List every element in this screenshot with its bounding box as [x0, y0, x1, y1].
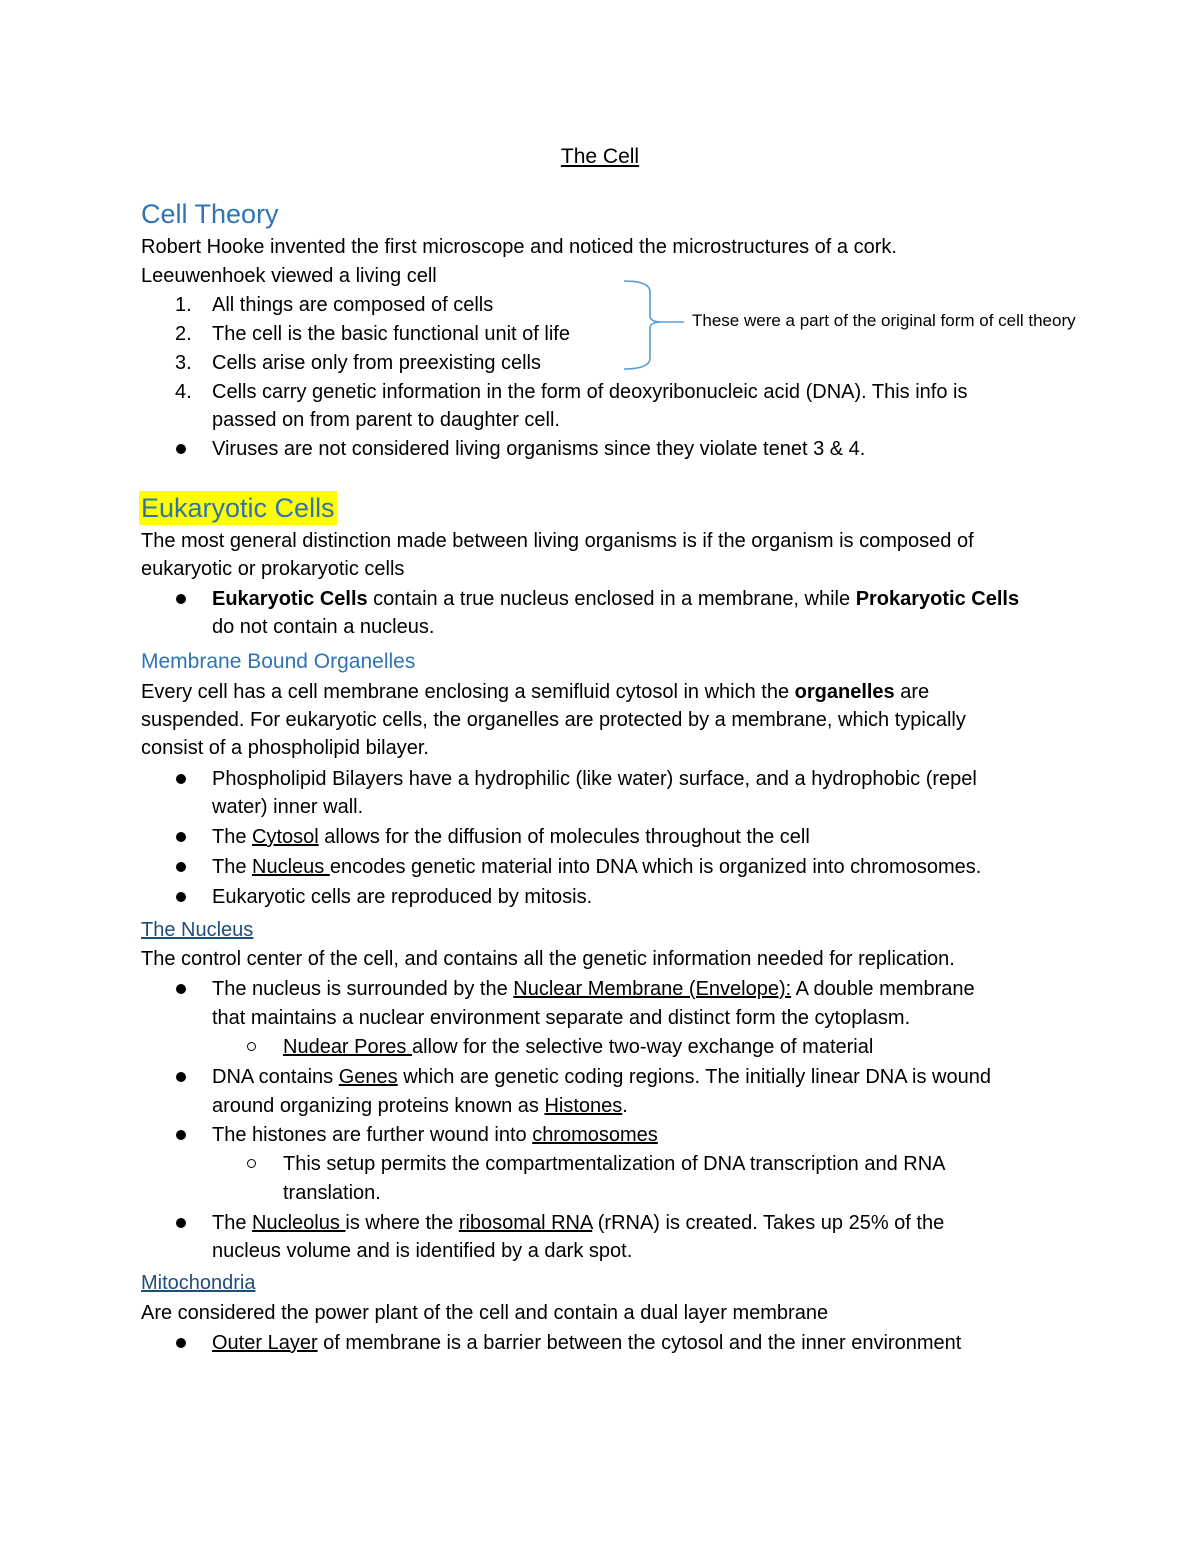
bullet-icon	[176, 1338, 186, 1348]
annotation-note: These were a part of the original form of cell theory	[692, 311, 1076, 330]
paragraph: suspended. For eukaryotic cells, the organelles are protected by a membrane, which typically	[141, 709, 966, 731]
heading-mitochondria: Mitochondria	[141, 1272, 256, 1294]
bullet-icon	[176, 1072, 186, 1082]
text: allow for the selective two-way exchange of material	[411, 1036, 874, 1058]
list-number: 3.	[175, 352, 192, 374]
text: contain a true nucleus enclosed in a membrane, while	[367, 588, 856, 610]
sub-bullet-icon	[247, 1159, 256, 1168]
list-number: 2.	[175, 323, 192, 345]
list-item: Viruses are not considered living organisms since they violate tenet 3 & 4.	[212, 438, 866, 460]
paragraph: Are considered the power plant of the cell and contain a dual layer membrane	[141, 1302, 829, 1324]
paragraph	[141, 678, 929, 706]
paragraph: Robert Hooke invented the first microscope and noticed the microstructures of a cork.	[141, 236, 897, 258]
list-item	[212, 1329, 961, 1357]
paragraph: The most general distinction made between living organisms is if the organism is composed of	[141, 530, 974, 552]
sub-list-item-continuation: translation.	[283, 1182, 381, 1204]
bullet-icon	[176, 774, 186, 784]
list-item: All things are composed of cells	[212, 294, 494, 316]
bold-term: Prokaryotic Cells	[855, 588, 1020, 610]
sub-list-item: This setup permits the compartmentalization of DNA transcription and RNA	[283, 1153, 946, 1175]
text: A double membrane	[791, 978, 975, 1000]
bold-term: organelles	[794, 681, 895, 703]
bullet-icon	[176, 832, 186, 842]
sub-bullet-icon	[247, 1042, 256, 1051]
text: encodes genetic material into DNA which is organized into chromosomes.	[329, 856, 982, 878]
text: The histones are further wound into	[212, 1124, 533, 1146]
text: is where the	[345, 1212, 459, 1234]
list-item: Cells carry genetic information in the form of deoxyribonucleic acid (DNA). This info is	[212, 381, 968, 403]
text: which are genetic coding regions. The initially linear DNA is wound	[397, 1066, 991, 1088]
underlined-term: chromosomes	[532, 1124, 658, 1146]
brace-icon	[618, 278, 684, 372]
underlined-term: Genes	[338, 1066, 398, 1088]
list-item-continuation	[212, 1092, 628, 1120]
list-item-continuation: water) inner wall.	[212, 796, 364, 818]
list-number: 4.	[175, 381, 192, 403]
bullet-icon	[176, 862, 186, 872]
bullet-icon	[176, 1130, 186, 1140]
underlined-term: Cytosol	[252, 826, 319, 848]
bold-term: Eukaryotic Cells	[212, 588, 368, 610]
text: DNA contains	[212, 1066, 339, 1088]
list-number: 1.	[175, 294, 192, 316]
paragraph: consist of a phospholipid bilayer.	[141, 737, 429, 759]
list-item	[212, 1121, 658, 1149]
heading-eukaryotic-cells: Eukaryotic Cells	[141, 493, 335, 523]
paragraph: Leeuwenhoek viewed a living cell	[141, 265, 437, 287]
list-item: Phospholipid Bilayers have a hydrophilic (like water) surface, and a hydrophobic (repel	[212, 768, 977, 790]
underlined-term: Nudear Pores	[283, 1036, 412, 1058]
bullet-icon	[176, 1218, 186, 1228]
underlined-term: Nuclear Membrane (Envelope):	[513, 978, 792, 1000]
text: allows for the diffusion of molecules throughout the cell	[318, 826, 810, 848]
bullet-icon	[176, 984, 186, 994]
heading-membrane-bound-organelles: Membrane Bound Organelles	[141, 650, 416, 673]
bullet-icon	[176, 444, 186, 454]
document-title: The Cell	[560, 145, 640, 168]
underlined-term: Nucleolus	[252, 1212, 346, 1234]
list-item-continuation: nucleus volume and is identified by a dark spot.	[212, 1240, 633, 1262]
list-item-continuation: that maintains a nuclear environment separate and distinct form the cytoplasm.	[212, 1007, 911, 1029]
list-item	[212, 1063, 991, 1091]
underlined-term: Outer Layer	[212, 1332, 318, 1354]
underlined-term: Nucleus	[252, 856, 330, 878]
paragraph: eukaryotic or prokaryotic cells	[141, 558, 405, 580]
list-item	[212, 853, 981, 881]
list-item	[212, 1209, 944, 1237]
underlined-term: ribosomal RNA	[458, 1212, 593, 1234]
text: .	[622, 1095, 628, 1117]
text: of membrane is a barrier between the cytosol and the inner environment	[317, 1332, 962, 1354]
paragraph: The control center of the cell, and contains all the genetic information needed for replication.	[141, 948, 955, 970]
text: (rRNA) is created. Takes up 25% of the	[592, 1212, 945, 1234]
heading-cell-theory: Cell Theory	[141, 199, 279, 229]
list-item	[212, 823, 810, 851]
text: The nucleus is surrounded by the	[212, 978, 514, 1000]
text: around organizing proteins known as	[212, 1095, 545, 1117]
bullet-icon	[176, 892, 186, 902]
text: are	[894, 681, 930, 703]
underlined-term: Histones	[544, 1095, 623, 1117]
heading-the-nucleus: The Nucleus	[141, 919, 254, 941]
text: The	[212, 826, 253, 848]
list-item-continuation: passed on from parent to daughter cell.	[212, 409, 560, 431]
text: The	[212, 1212, 253, 1234]
list-item	[212, 975, 975, 1003]
sub-list-item	[283, 1033, 873, 1061]
text: Every cell has a cell membrane enclosing a semifluid cytosol in which the	[141, 681, 795, 703]
bullet-icon	[176, 594, 186, 604]
list-item: Cells arise only from preexisting cells	[212, 352, 542, 374]
list-item-continuation: do not contain a nucleus.	[212, 616, 435, 638]
list-item: The cell is the basic functional unit of life	[212, 323, 570, 345]
list-item	[212, 585, 1019, 613]
list-item: Eukaryotic cells are reproduced by mitosis.	[212, 886, 593, 908]
text: The	[212, 856, 253, 878]
